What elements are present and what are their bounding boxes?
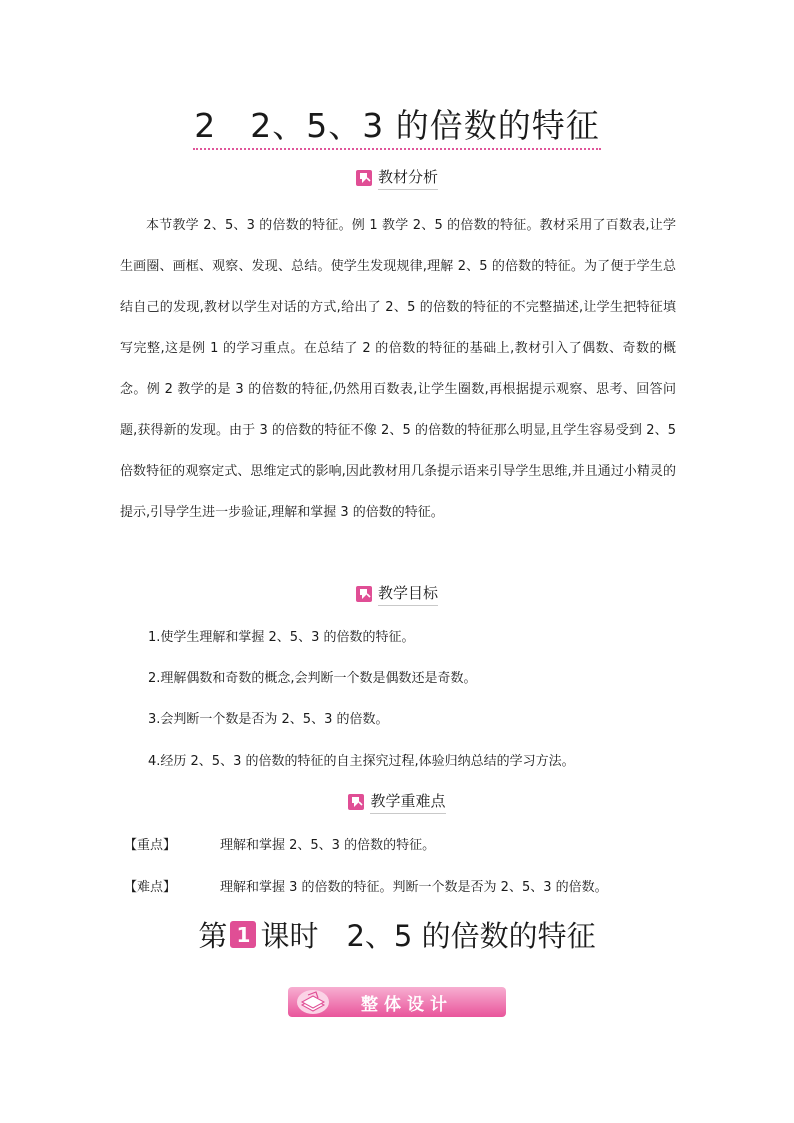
section-heading-label: 教材分析 <box>378 166 438 190</box>
objective-item: 1.使学生理解和掌握 2、5、3 的倍数的特征。 <box>148 630 415 645</box>
section-heading-label: 教学目标 <box>378 582 438 606</box>
section-heading-objectives <box>0 582 794 606</box>
key-point-row <box>124 834 435 853</box>
lesson-suffix: 课时 <box>260 919 319 953</box>
lesson-title: 2、5 的倍数的特征 <box>346 919 596 953</box>
section-heading-analysis <box>0 166 794 190</box>
overall-design-banner <box>288 987 506 1017</box>
key-point-tag: 【重点】 <box>124 838 177 853</box>
analysis-paragraph: 本节教学 2、5、3 的倍数的特征。例 1 教学 2、5 的倍数的特征。教材采用了百数表,让学生画圈、画框、观察、发现、总结。使学生发现规律,理解 2、5 的倍数的特征。为了便于学生总结自己的发现,教材以学生对话的方式,给出了 2、5 的倍数的特征的不完整描述,让学生把特征填写完整,这是例 1 的学习重点。在总结了 2 的倍数的特征的基础上,教材引入了偶数、奇数的概念。例 2 教学的是 3 的倍数的特征,仍然用百数表,让学生圈数,再根据提示观察、思考、回答问题,获得新的发现。由于 3 的倍数的特征不像 2、5 的倍数的特征那么明显,且学生容易受到 2、5 倍数特征的观察定式、思维定式的影响,因此教材用几条提示语来引导学生思维,并且通过小精灵的提示,引导学生进一步验证,理解和掌握 3 的倍数的特征。 <box>120 218 676 520</box>
lesson-number-badge: 1 <box>230 921 256 948</box>
lesson-heading <box>0 914 794 955</box>
lesson-prefix: 第 <box>198 919 228 953</box>
page-title: 2 2、5、3 的倍数的特征 <box>194 106 600 145</box>
banner-label: 整体设计 <box>361 994 453 1015</box>
objective-item: 4.经历 2、5、3 的倍数的特征的自主探究过程,体验归纳总结的学习方法。 <box>148 754 575 769</box>
objective-item: 2.理解偶数和奇数的概念,会判断一个数是偶数还是奇数。 <box>148 671 477 686</box>
section-marker-icon <box>356 170 372 186</box>
difficult-point-row <box>124 876 608 895</box>
section-marker-icon <box>348 794 364 810</box>
objective-item: 3.会判断一个数是否为 2、5、3 的倍数。 <box>148 712 389 727</box>
section-heading-key-difficult <box>0 790 794 814</box>
section-marker-icon <box>356 586 372 602</box>
title-dotted-rule <box>193 148 601 150</box>
key-point-text: 理解和掌握 2、5、3 的倍数的特征。 <box>220 838 436 853</box>
difficult-point-text: 理解和掌握 3 的倍数的特征。判断一个数是否为 2、5、3 的倍数。 <box>220 880 608 895</box>
difficult-point-tag: 【难点】 <box>124 880 177 895</box>
section-heading-label: 教学重难点 <box>370 790 445 814</box>
books-icon <box>296 989 330 1015</box>
